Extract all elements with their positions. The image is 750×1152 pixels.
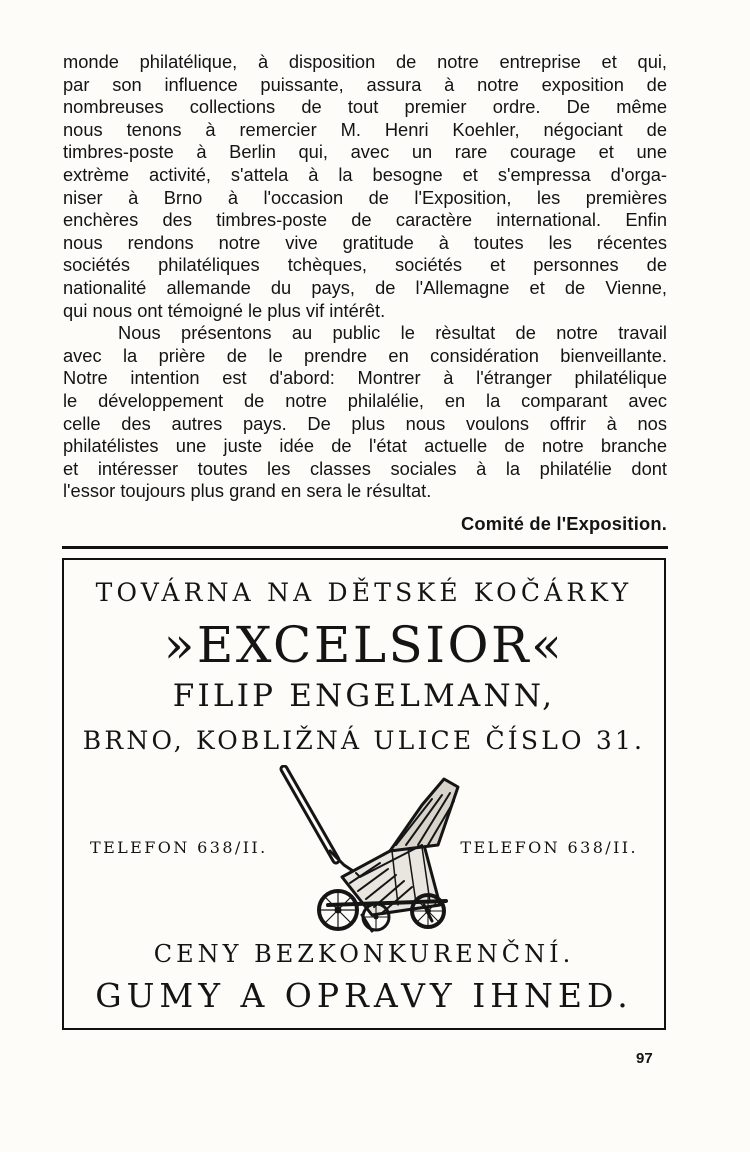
body-text [63, 51, 667, 503]
ad-telephone-right: TELEFON 638/II. [460, 838, 638, 857]
text-line: timbres-poste à Berlin qui, avec un rare courage et une [63, 141, 667, 163]
pram-illustration [272, 765, 464, 933]
ad-brand-name: »EXCELSIOR« [163, 616, 565, 674]
text-line: le développement de notre philalélie, en la comparant avec [63, 389, 667, 411]
signature: Comité de l'Exposition. [461, 513, 667, 534]
text-line: monde philatélique, à disposition de notre entreprise et qui, [63, 51, 667, 72]
advertisement [62, 558, 666, 1030]
text-line: avec la prière de le prendre en considération bienveillante. [63, 344, 667, 366]
text-line: niser à Brno à l'occasion de l'Exposition, les premières [63, 186, 667, 208]
text-line: nous rendons notre vive gratitude à toutes les récentes [63, 231, 667, 253]
ad-service: GUMY A OPRAVY IHNED. [95, 976, 633, 1015]
text-line: Notre intention est d'abord: Montrer à l'étranger philatélique [63, 367, 667, 389]
ad-telephone-left: TELEFON 638/II. [90, 838, 268, 857]
text-line: qui nous ont témoigné le plus vif intérêt. [63, 299, 386, 321]
text-line: l'essor toujours plus grand en sera le résultat. [63, 480, 432, 502]
ad-address: BRNO, KOBLIŽNÁ ULICE ČÍSLO 31. [82, 726, 646, 755]
advertisement-top-rule [62, 546, 668, 549]
text-line: nationalité allemande du pays, de l'Allemagne et de Vienne, [63, 276, 667, 298]
text-line: extrème activité, s'attela à la besogne et s'empressa d'orga- [63, 163, 667, 185]
page-number: 97 [636, 1050, 653, 1067]
text-line: enchères des timbres-poste de caractère international. Enfin [63, 209, 667, 231]
text-line: nombreuses collections de tout premier ordre. De même [63, 96, 667, 118]
text-line: Nous présentons au public le rèsultat de notre travail [118, 322, 667, 344]
text-line: celle des autres pays. De plus nous voulons offrir à nos [63, 412, 667, 434]
text-line: nous tenons à remercier M. Henri Koehler, négociant de [63, 118, 667, 140]
ad-owner-name: FILIP ENGELMANN, [172, 678, 556, 714]
text-line: et intéresser toutes les classes sociales à la philatélie dont [63, 457, 667, 479]
ad-headline: TOVÁRNA NA DĚTSKÉ KOČÁRKY [95, 578, 633, 607]
ad-prices: CENY BEZKONKURENČNÍ. [153, 940, 575, 968]
text-line: sociétés philatéliques tchèques, sociétés et personnes de [63, 254, 667, 276]
text-line: par son influence puissante, assura à notre exposition de [63, 73, 667, 95]
text-line: philatélistes une juste idée de l'état actuelle de notre branche [63, 435, 667, 457]
